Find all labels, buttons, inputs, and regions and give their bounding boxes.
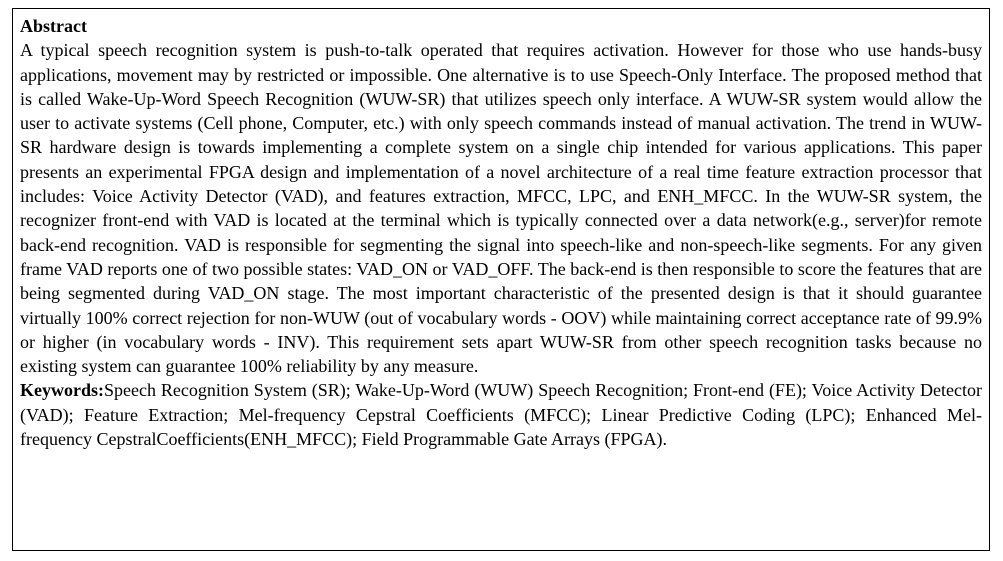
abstract-body: A typical speech recognition system is push-to-talk operated that requires activation. However for those who use hands-busy applications, movement may by restricted or impossible. One alternative is to use Speech-Only Interface. The proposed method that is called Wake-Up-Word Speech Recognition (WUW-SR) that utilizes speech only interface. A WUW-SR system would allow the user to activate systems (Cell phone, Computer, etc.) with only speech commands instead of manual activation. The trend in WUW-SR hardware design is towards implementing a complete system on a single chip intended for various applications. This paper presents an experimental FPGA design and implementation of a novel architecture of a real time feature extraction processor that includes: Voice Activity Detector (VAD), and features extraction, MFCC, LPC, and ENH_MFCC. In the WUW-SR system, the recognizer front-end with VAD is located at the terminal which is typically connected over a data network(e.g., server)for remote back-end recognition. VAD is responsible for segmenting the signal into speech-like and non-speech-like segments. For any given frame VAD reports one of two possible states: VAD_ON or VAD_OFF. The back-end is then responsible to score the features that are being segmented during VAD_ON stage. The most important characteristic of the presented design is that it should guarantee virtually 100% correct rejection for non-WUW (out of vocabulary words - OOV) while maintaining correct acceptance rate of 99.9% or higher (in vocabulary words - INV). This requirement sets apart WUW-SR from other speech recognition tasks because no existing system can guarantee 100% reliability by any measure. <box>20 40 982 377</box>
abstract-box <box>12 8 990 551</box>
abstract-heading: Abstract <box>20 16 87 36</box>
keywords-label: Keywords: <box>20 380 104 401</box>
keywords-paragraph <box>20 378 982 451</box>
keywords-text: Speech Recognition System (SR); Wake-Up-Word (WUW) Speech Recognition; Front-end (FE); Voice Activity Detector (VAD); Feature Extraction; Mel-frequency Cepstral Coefficients (MFCC); Linear Predictive Coding (LPC); Enhanced Mel-frequency CepstralCoefficients(ENH_MFCC); Field Programmable Gate Arrays (FPGA). <box>20 380 982 450</box>
